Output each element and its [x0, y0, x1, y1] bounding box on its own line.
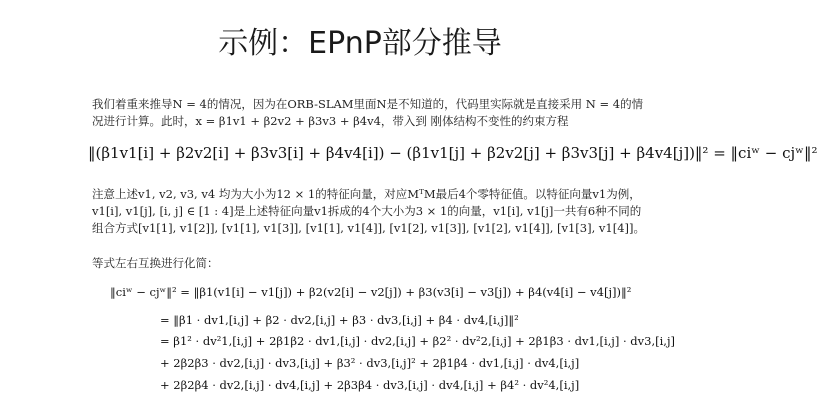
derivation-line: = β1² · dv²1,[i,j] + 2β1β2 · dv1,[i,j] · dv2,[i,j] + β2² · dv²2,[i,j] + 2β1β3 · dv1,[i,j] · dv3,[i,j]	[160, 334, 676, 348]
derivation-line: ‖ciʷ − cjʷ‖² = ‖β1(v1[i] − v1[j]) + β2(v2[i] − v2[j]) + β3(v3[i] − v3[j]) + β4(v4[i] − v4[j])‖²	[110, 285, 632, 299]
derivation-line: + 2β2β4 · dv2,[i,j] · dv4,[i,j] + 2β3β4 · dv3,[i,j] · dv4,[i,j] + β4² · dv²4,[i,j]	[160, 378, 580, 392]
simplify-heading: 等式左右互换进行化简：	[92, 256, 219, 270]
explanation-paragraph: 注意上述v1, v2, v3, v4 均为大小为12 × 1的特征向量，对应MᵀM最后4个零特征值。以特征向量v1为例，v1[i], v1[j], [i, j] ∈ [1 : 4]是上述特征向量v1拆成的4个大小为3 × 1的向量，v1[i], v1[j]一共有6种不同的组合方式[v1[1], v1[2]], [v1[1], v1[3]], [v1[1], v1[4]], [v1[2], v1[3]], [v1[2], v1[4]], [v1[3], v1[4]]。	[92, 187, 645, 235]
derivation-line: = ‖β1 · dv1,[i,j] + β2 · dv2,[i,j] + β3 · dv3,[i,j] + β4 · dv4,[i,j]‖²	[160, 313, 519, 327]
slide-title: 示例：EPnP部分推导	[218, 26, 502, 61]
main-constraint-formula: ‖(β1v1[i] + β2v2[i] + β3v3[i] + β4v4[i]) − (β1v1[j] + β2v2[j] + β3v3[j] + β4v4[j])‖² = ‖ciʷ − cjʷ‖²	[88, 144, 817, 162]
intro-paragraph: 我们着重来推导N = 4的情况，因为在ORB-SLAM里面N是不知道的，代码里实际就是直接采用 N = 4的情况进行计算。此时，x = β1v1 + β2v2 + β3v3 + β4v4，带入到 刚体结构不变性的约束方程	[92, 97, 644, 128]
derivation-line: + 2β2β3 · dv2,[i,j] · dv3,[i,j] + β3² · dv3,[i,j]² + 2β1β4 · dv1,[i,j] · dv4,[i,j]	[160, 356, 580, 370]
